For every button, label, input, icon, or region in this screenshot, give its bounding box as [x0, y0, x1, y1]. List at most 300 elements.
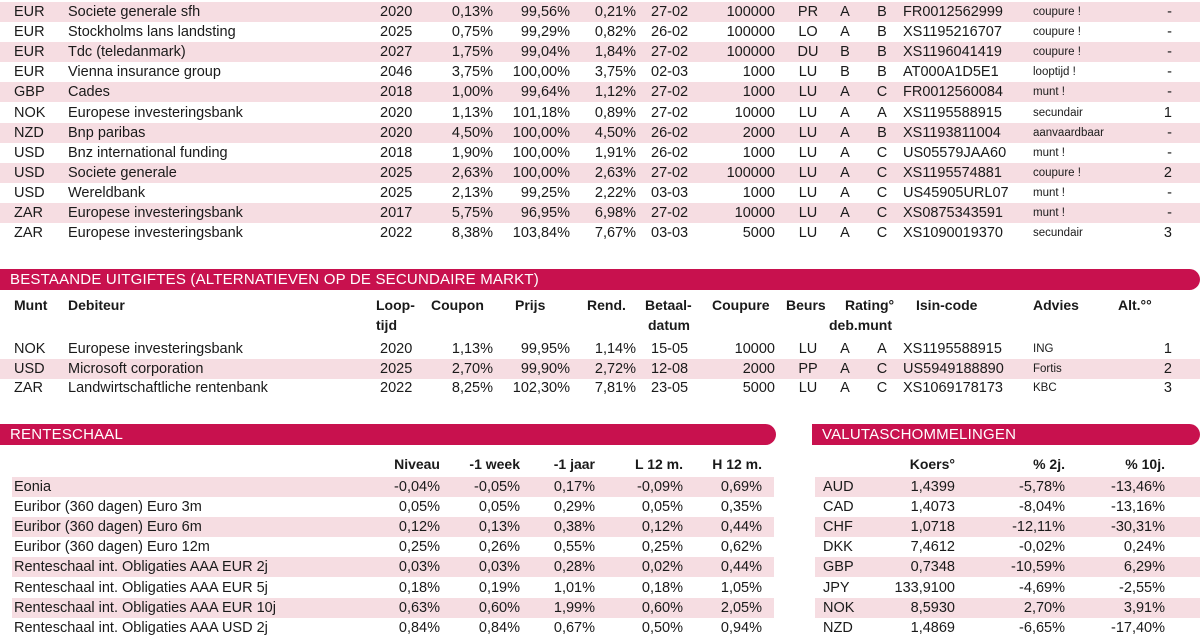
cell-label: Renteschaal int. Obligaties AAA USD 2j [14, 619, 268, 636]
cell-rend: 1,91% [594, 144, 636, 161]
cell-munt: DKK [823, 539, 853, 556]
cell-jaar: 0,67% [553, 619, 595, 636]
cell-munt: EUR [14, 4, 45, 20]
cell-label: Euribor (360 dagen) Euro 3m [14, 499, 202, 516]
cell-isin: XS1090019370 [903, 225, 1003, 242]
cell-2j: -4,69% [1019, 579, 1065, 596]
header-debiteur: Debiteur [68, 297, 125, 313]
cell-week: 0,26% [478, 539, 520, 556]
cell-alt: 2 [1163, 360, 1172, 377]
cell-datum: 26-02 [651, 124, 689, 141]
cell-coupure: 1000 [742, 184, 775, 201]
cell-looptijd: 2046 [380, 64, 413, 81]
cell-prijs: 99,95% [520, 341, 570, 357]
cell-debiteur: Europese investeringsbank [68, 225, 243, 242]
cell-10j: -2,55% [1119, 579, 1165, 596]
cell-rend: 4,50% [594, 124, 636, 141]
cell-datum: 26-02 [651, 24, 689, 41]
cell-niveau: 0,05% [398, 499, 440, 516]
cell-advies: coupure ! [1033, 6, 1081, 18]
cell-looptijd: 2018 [380, 84, 413, 101]
cell-rend: 7,81% [594, 380, 636, 396]
cell-niveau: 0,03% [398, 559, 440, 576]
cell-coupon: 2,13% [451, 184, 493, 201]
cell-advies: secundair [1033, 227, 1083, 240]
cell-alt: - [1167, 144, 1172, 161]
cell-coupure: 10000 [734, 104, 775, 121]
cell-l12: 0,05% [641, 499, 683, 516]
cell-looptijd: 2020 [380, 124, 413, 141]
cell-l12: 0,18% [641, 579, 683, 596]
cell-rend: 6,98% [594, 205, 636, 221]
cell-2j: -6,65% [1019, 619, 1065, 636]
table-row [815, 477, 1200, 497]
cell-h12: 1,05% [720, 579, 762, 596]
cell-advies: coupure ! [1033, 26, 1081, 39]
cell-rating-munt: C [876, 84, 888, 101]
cell-alt: - [1167, 44, 1172, 61]
cell-week: 0,03% [478, 559, 520, 576]
cell-beurs: LU [798, 225, 818, 242]
cell-looptijd: 2027 [380, 44, 413, 61]
cell-jaar: 0,28% [553, 559, 595, 576]
header-betaaldatum: Betaal- [645, 297, 692, 313]
cell-datum: 03-03 [651, 184, 689, 201]
cell-looptijd: 2022 [380, 225, 413, 242]
cell-2j: -12,11% [1012, 519, 1065, 536]
existing-issues-title: BESTAANDE UITGIFTES (ALTERNATIEVEN OP DE SECUNDAIRE MARKT) [10, 271, 539, 288]
cell-week: -0,05% [474, 479, 520, 495]
cell-koers: 1,0718 [910, 519, 955, 536]
cell-alt: 1 [1163, 341, 1172, 357]
cell-alt: 1 [1163, 104, 1172, 121]
cell-rating-deb: A [840, 360, 850, 377]
cell-debiteur: Bnz international funding [68, 144, 228, 161]
cell-prijs: 99,29% [520, 24, 570, 41]
cell-advies: coupure ! [1033, 166, 1081, 179]
cell-beurs: LU [798, 124, 818, 141]
cell-munt: CAD [823, 499, 854, 516]
cell-coupon: 2,70% [451, 360, 493, 377]
cell-h12: 0,44% [720, 519, 762, 536]
cell-datum: 27-02 [651, 44, 689, 61]
cell-beurs: PP [798, 360, 818, 377]
cell-l12: 0,02% [641, 559, 683, 576]
table-row [0, 143, 1200, 163]
cell-coupure: 2000 [742, 360, 775, 377]
cell-coupure: 1000 [742, 144, 775, 161]
existing-issues-banner [0, 269, 1200, 290]
cell-rend: 2,63% [594, 164, 636, 181]
cell-prijs: 102,30% [512, 380, 570, 396]
cell-rend: 0,89% [594, 104, 636, 121]
cell-advies: Fortis [1033, 362, 1062, 375]
cell-rating-deb: A [840, 164, 850, 181]
cell-alt: 3 [1163, 380, 1172, 396]
cell-h12: 0,94% [720, 619, 762, 636]
cell-munt: NOK [14, 341, 46, 357]
cell-munt: USD [14, 184, 45, 201]
cell-isin: XS1196041419 [903, 44, 1002, 61]
cell-beurs: LU [798, 184, 818, 201]
cell-niveau: 0,12% [398, 519, 440, 536]
cell-isin: US05579JAA60 [903, 144, 1007, 161]
table-row [0, 359, 1200, 379]
cell-rating-munt: A [877, 341, 887, 357]
cell-rating-deb: A [840, 225, 850, 242]
cell-looptijd: 2025 [380, 24, 413, 41]
header-looptijd: Loop- [376, 297, 415, 313]
cell-coupon: 1,00% [451, 84, 493, 101]
cell-advies: munt ! [1033, 86, 1065, 99]
cell-koers: 1,4399 [910, 479, 955, 495]
renteschaal-title: RENTESCHAAL [10, 426, 124, 443]
cell-week: 0,84% [478, 619, 520, 636]
cell-coupon: 8,38% [451, 225, 493, 242]
cell-prijs: 100,00% [512, 144, 570, 161]
header-prijs: Prijs [515, 297, 546, 313]
cell-coupure: 1000 [742, 84, 775, 101]
cell-rating-deb: B [840, 64, 850, 81]
cell-niveau: 0,63% [398, 599, 440, 616]
cell-munt: ZAR [14, 380, 43, 396]
cell-looptijd: 2018 [380, 144, 413, 161]
cell-beurs: PR [797, 4, 819, 20]
cell-rating-munt: B [877, 4, 887, 20]
cell-rating-deb: A [840, 84, 850, 101]
cell-rating-deb: A [840, 124, 850, 141]
cell-debiteur: Bnp paribas [68, 124, 146, 141]
cell-coupure: 1000 [742, 64, 775, 81]
cell-prijs: 99,04% [520, 44, 570, 61]
cell-rend: 1,12% [594, 84, 636, 101]
header-h12: H 12 m. [712, 456, 762, 472]
header-beurs: Beurs [786, 297, 826, 313]
cell-niveau: 0,18% [398, 579, 440, 596]
cell-prijs: 101,18% [512, 104, 570, 121]
cell-datum: 27-02 [651, 164, 689, 181]
cell-looptijd: 2020 [380, 341, 413, 357]
cell-advies: coupure ! [1033, 46, 1081, 59]
table-row [12, 497, 774, 517]
table-row [12, 598, 774, 618]
cell-koers: 8,5930 [910, 599, 955, 616]
cell-rating-deb: A [840, 205, 850, 221]
cell-coupon: 8,25% [451, 380, 493, 396]
cell-isin: XS1195574881 [903, 164, 1002, 181]
cell-koers: 1,4869 [910, 619, 955, 636]
cell-advies: ING [1033, 343, 1054, 355]
cell-alt: - [1167, 4, 1172, 20]
cell-debiteur: Europese investeringsbank [68, 205, 243, 221]
cell-isin: US45905URL07 [903, 184, 1009, 201]
cell-beurs: LU [798, 341, 818, 357]
cell-beurs: DU [797, 44, 819, 61]
cell-beurs: LU [798, 84, 818, 101]
cell-week: 0,13% [478, 519, 520, 536]
cell-alt: - [1167, 205, 1172, 221]
cell-munt: JPY [823, 579, 850, 596]
cell-debiteur: Societe generale [68, 164, 177, 181]
cell-h12: 0,35% [720, 499, 762, 516]
header-10j: % 10j. [1125, 456, 1165, 472]
header-alt: Alt.°° [1118, 297, 1152, 313]
cell-advies: looptijd ! [1033, 66, 1076, 79]
cell-rating-munt: B [877, 24, 887, 41]
table-row [12, 537, 774, 557]
cell-jaar: 1,99% [553, 599, 595, 616]
cell-datum: 27-02 [651, 104, 689, 121]
cell-isin: FR0012560084 [903, 84, 1003, 101]
table-row [0, 123, 1200, 143]
header-munt: Munt [14, 297, 48, 313]
cell-l12: -0,09% [637, 479, 683, 495]
cell-looptijd: 2017 [380, 205, 413, 221]
table-row [815, 598, 1200, 618]
cell-isin: XS1069178173 [903, 380, 1003, 396]
cell-advies: aanvaardbaar [1033, 126, 1104, 139]
cell-10j: 0,24% [1123, 539, 1165, 556]
cell-rend: 1,84% [594, 44, 636, 61]
table-row [12, 578, 774, 598]
cell-looptijd: 2025 [380, 184, 413, 201]
cell-looptijd: 2020 [380, 4, 413, 20]
cell-munt: CHF [823, 519, 853, 536]
cell-jaar: 0,17% [553, 479, 595, 495]
table-row [12, 618, 774, 638]
cell-week: 0,05% [478, 499, 520, 516]
cell-2j: -10,59% [1010, 559, 1065, 576]
cell-coupon: 0,13% [451, 4, 493, 20]
cell-coupure: 10000 [734, 341, 775, 357]
cell-munt: ZAR [14, 205, 43, 221]
cell-2j: -0,02% [1019, 539, 1065, 556]
cell-koers: 133,9100 [894, 579, 955, 596]
cell-munt: GBP [14, 84, 45, 101]
cell-rating-munt: C [876, 164, 888, 181]
cell-coupon: 1,13% [451, 341, 493, 357]
cell-prijs: 100,00% [512, 164, 570, 181]
table-row [815, 517, 1200, 537]
cell-week: 0,19% [478, 579, 520, 596]
cell-2j: 2,70% [1023, 599, 1065, 616]
cell-rating-deb: A [840, 341, 850, 357]
cell-munt: ZAR [14, 225, 43, 242]
cell-10j: -30,31% [1110, 519, 1165, 536]
cell-coupure: 100000 [726, 4, 775, 20]
cell-coupure: 5000 [742, 225, 775, 242]
cell-prijs: 100,00% [512, 64, 570, 81]
cell-jaar: 0,29% [553, 499, 595, 516]
cell-isin: XS0875343591 [903, 205, 1003, 221]
cell-coupure: 100000 [726, 164, 775, 181]
cell-looptijd: 2025 [380, 164, 413, 181]
table-row [12, 477, 774, 497]
cell-prijs: 99,90% [520, 360, 570, 377]
cell-l12: 0,50% [641, 619, 683, 636]
cell-advies: munt ! [1033, 146, 1065, 159]
table-row [815, 578, 1200, 598]
cell-h12: 0,69% [720, 479, 762, 495]
cell-rating-deb: A [840, 104, 850, 121]
table-row [815, 557, 1200, 577]
cell-rend: 0,82% [594, 24, 636, 41]
cell-prijs: 96,95% [520, 205, 570, 221]
cell-munt: USD [14, 144, 45, 161]
cell-rating-munt: C [876, 360, 888, 377]
cell-rating-munt: A [877, 104, 887, 121]
table-row [0, 183, 1200, 203]
cell-advies: KBC [1033, 382, 1057, 394]
cell-debiteur: Europese investeringsbank [68, 341, 243, 357]
table-row [815, 497, 1200, 517]
cell-debiteur: Europese investeringsbank [68, 104, 243, 121]
cell-koers: 7,4612 [910, 539, 955, 556]
cell-coupure: 100000 [726, 44, 775, 61]
cell-prijs: 99,64% [520, 84, 570, 101]
header-coupon: Coupon [431, 297, 484, 313]
valuta-banner [812, 424, 1200, 445]
cell-koers: 1,4073 [910, 499, 955, 516]
cell-rating-munt: C [876, 225, 888, 242]
cell-alt: 3 [1163, 225, 1172, 242]
table-row [0, 103, 1200, 123]
table-row [815, 537, 1200, 557]
table-row [0, 378, 1200, 398]
cell-2j: -8,04% [1019, 499, 1065, 516]
cell-coupon: 3,75% [451, 64, 493, 81]
header-koers: Koers° [909, 456, 955, 472]
cell-10j: 6,29% [1123, 559, 1165, 576]
cell-alt: 2 [1163, 164, 1172, 181]
cell-munt: NOK [14, 104, 46, 121]
cell-munt: EUR [14, 44, 45, 61]
cell-coupon: 1,75% [451, 44, 493, 61]
cell-isin: US5949188890 [903, 360, 1004, 377]
cell-munt: EUR [14, 24, 45, 41]
cell-isin: AT000A1D5E1 [903, 64, 999, 81]
valuta-title: VALUTASCHOMMELINGEN [822, 426, 1017, 443]
cell-beurs: LO [798, 24, 818, 41]
cell-coupon: 4,50% [451, 124, 493, 141]
cell-10j: -13,46% [1110, 479, 1165, 495]
cell-label: Euribor (360 dagen) Euro 12m [14, 539, 210, 556]
table-row [0, 22, 1200, 42]
table-row [0, 163, 1200, 183]
cell-beurs: LU [798, 64, 818, 81]
cell-label: Euribor (360 dagen) Euro 6m [14, 519, 202, 536]
cell-advies: munt ! [1033, 207, 1065, 219]
table-row [0, 82, 1200, 102]
cell-looptijd: 2020 [380, 104, 413, 121]
cell-jaar: 0,38% [553, 519, 595, 536]
cell-label: Renteschaal int. Obligaties AAA EUR 10j [14, 599, 276, 616]
cell-week: 0,60% [478, 599, 520, 616]
cell-coupon: 0,75% [451, 24, 493, 41]
table-row [0, 62, 1200, 82]
cell-niveau: 0,84% [398, 619, 440, 636]
cell-prijs: 99,25% [520, 184, 570, 201]
cell-datum: 27-02 [651, 205, 689, 221]
cell-label: Renteschaal int. Obligaties AAA EUR 2j [14, 559, 268, 576]
cell-rating-munt: B [877, 124, 887, 141]
header-betaaldatum-2: datum [648, 317, 690, 333]
table-row [0, 339, 1200, 359]
cell-looptijd: 2025 [380, 360, 413, 377]
cell-debiteur: Landwirtschaftliche rentenbank [68, 380, 268, 396]
cell-rating-munt: B [877, 44, 887, 61]
table-row [0, 2, 1200, 22]
cell-coupure: 100000 [726, 24, 775, 41]
cell-datum: 23-05 [651, 380, 689, 396]
cell-isin: XS1195216707 [903, 24, 1002, 41]
header-rating: Rating° [845, 297, 895, 313]
cell-10j: -13,16% [1110, 499, 1165, 516]
cell-beurs: LU [798, 205, 818, 221]
cell-datum: 15-05 [651, 341, 689, 357]
cell-l12: 0,12% [641, 519, 683, 536]
cell-isin: XS1195588915 [903, 341, 1002, 357]
cell-10j: -17,40% [1110, 619, 1165, 636]
cell-looptijd: 2022 [380, 380, 413, 396]
cell-rating-munt: C [876, 184, 888, 201]
cell-rating-deb: A [840, 4, 850, 20]
cell-rend: 2,22% [594, 184, 636, 201]
cell-rend: 0,21% [594, 4, 636, 20]
cell-koers: 0,7348 [910, 559, 955, 576]
header-coupure: Coupure [712, 297, 770, 313]
header-week: -1 week [469, 456, 520, 472]
table-row [12, 517, 774, 537]
header-advies: Advies [1033, 297, 1079, 313]
cell-beurs: LU [798, 144, 818, 161]
cell-advies: secundair [1033, 106, 1083, 119]
cell-alt: - [1167, 184, 1172, 201]
cell-jaar: 0,55% [553, 539, 595, 556]
cell-prijs: 103,84% [512, 225, 570, 242]
cell-l12: 0,25% [641, 539, 683, 556]
cell-isin: XS1195588915 [903, 104, 1002, 121]
cell-2j: -5,78% [1019, 479, 1065, 495]
cell-rating-munt: C [876, 144, 888, 161]
table-row [0, 223, 1200, 243]
cell-rend: 7,67% [594, 225, 636, 242]
header-isin: Isin-code [916, 297, 978, 313]
cell-advies: munt ! [1033, 186, 1065, 199]
cell-niveau: -0,04% [394, 479, 440, 495]
header-looptijd-2: tijd [376, 317, 397, 333]
cell-coupon: 2,63% [451, 164, 493, 181]
cell-l12: 0,60% [641, 599, 683, 616]
cell-debiteur: Cades [68, 84, 110, 101]
cell-coupon: 1,90% [451, 144, 493, 161]
cell-rating-deb: B [840, 44, 850, 61]
cell-debiteur: Wereldbank [68, 184, 146, 201]
cell-rating-deb: A [840, 144, 850, 161]
table-row [0, 203, 1200, 223]
cell-datum: 03-03 [651, 225, 689, 242]
header-l12: L 12 m. [635, 456, 683, 472]
cell-coupon: 1,13% [451, 104, 493, 121]
table-row [12, 557, 774, 577]
cell-alt: - [1167, 64, 1172, 81]
cell-h12: 0,44% [720, 559, 762, 576]
cell-rating-munt: B [877, 64, 887, 81]
header-2j: % 2j. [1033, 456, 1065, 472]
cell-h12: 0,62% [720, 539, 762, 556]
cell-coupon: 5,75% [451, 205, 493, 221]
cell-debiteur: Societe generale sfh [68, 4, 201, 20]
